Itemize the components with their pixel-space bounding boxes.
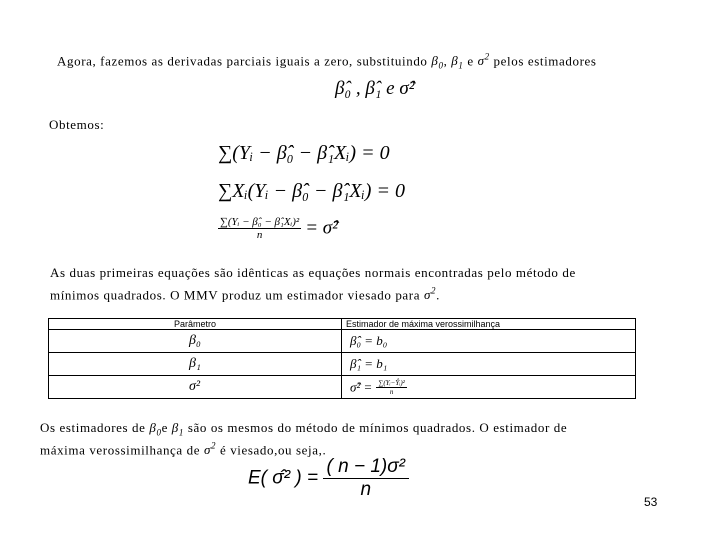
paragraph-1-line-1: As duas primeiras equações são idênticas as equações normais encontradas pelo método de [50, 265, 576, 280]
paragraph-1-line-2: mínimos quadrados. O MMV produz um estimador viesado para $\sigma^2$. [50, 286, 440, 303]
final-equation-denominator: n [360, 479, 372, 500]
sigma-symbol: $\sigma^2$ [423, 286, 437, 303]
header-estimador: Estimador de máxima verossimilhança [342, 319, 636, 330]
intro-text-after: pelos estimadores [493, 53, 597, 69]
sigma-symbol: $\sigma^2$ [477, 52, 490, 69]
table-row [49, 353, 636, 376]
param-cell: σ² [49, 376, 342, 399]
final-equation-lhs: E( σ̂² ) = [248, 467, 319, 489]
equation-3-numerator: ∑(Yᵢ − β̂₀ − β̂₁Xᵢ)² [220, 216, 300, 228]
page-number: 53 [644, 495, 658, 509]
estimators-line: β̂₀ , β̂₁ e σ̂² [335, 78, 415, 99]
paragraph-2-line-1: Os estimadores de $\beta_0e$ $\beta_1$ são os mesmos do método de mínimos quadrados. O estimador de [40, 420, 568, 438]
sigma-symbol: $\sigma^2$ [203, 441, 217, 458]
param-cell: β₀ [49, 330, 342, 353]
param-cell: β₁ [49, 353, 342, 376]
equation-3-denominator: n [256, 229, 263, 241]
obtemos-label: Obtemos: [49, 117, 105, 132]
beta0-symbol: $\beta_0$ [431, 53, 444, 71]
header-parametro: Parâmetro [49, 319, 342, 330]
final-equation-numerator: ( n − 1)σ² [323, 456, 410, 479]
equation-3-fraction [218, 216, 301, 241]
table-row [49, 330, 636, 353]
final-equation-fraction [323, 456, 410, 501]
intro-text: Agora, fazemos as derivadas parciais iguais a zero, substituindo $\beta_0$, $\beta_1$ e $\sigma^2$ pelos estimadores [57, 52, 597, 71]
equation-3 [218, 216, 338, 241]
paragraph-2-line-2: máxima verossimilhança de $\sigma^2$ é viesado,ou seja,. [40, 441, 327, 458]
final-equation [248, 456, 409, 501]
table-row [49, 376, 636, 399]
estimator-cell: σ̂² = $\frac{\text{∑(Yᵢ−Ŷᵢ)²}}{n}$ [342, 376, 636, 399]
estimator-cell: β̂₀ = b₀ [342, 330, 636, 353]
estimator-cell: β̂₁ = b₁ [342, 353, 636, 376]
beta1-symbol: $\beta_1$ [171, 420, 184, 438]
equation-1: ∑(Yᵢ − β̂₀ − β̂₁Xᵢ) = 0 [218, 142, 390, 164]
beta1-symbol: $\beta_1$ [451, 53, 464, 71]
estimator-table [48, 318, 636, 399]
equation-2: ∑Xᵢ(Yᵢ − β̂₀ − β̂₁Xᵢ) = 0 [218, 180, 405, 202]
beta0-symbol: $\beta_0$ [149, 420, 162, 438]
variance-fraction: $\frac{\text{∑(Yᵢ−Ŷᵢ)²}}{n}$ [378, 378, 405, 396]
table-header-row [49, 319, 636, 330]
equation-3-rhs: = σ̂² [305, 217, 338, 239]
intro-text-before: Agora, fazemos as derivadas parciais iguais a zero, substituindo [57, 53, 428, 69]
